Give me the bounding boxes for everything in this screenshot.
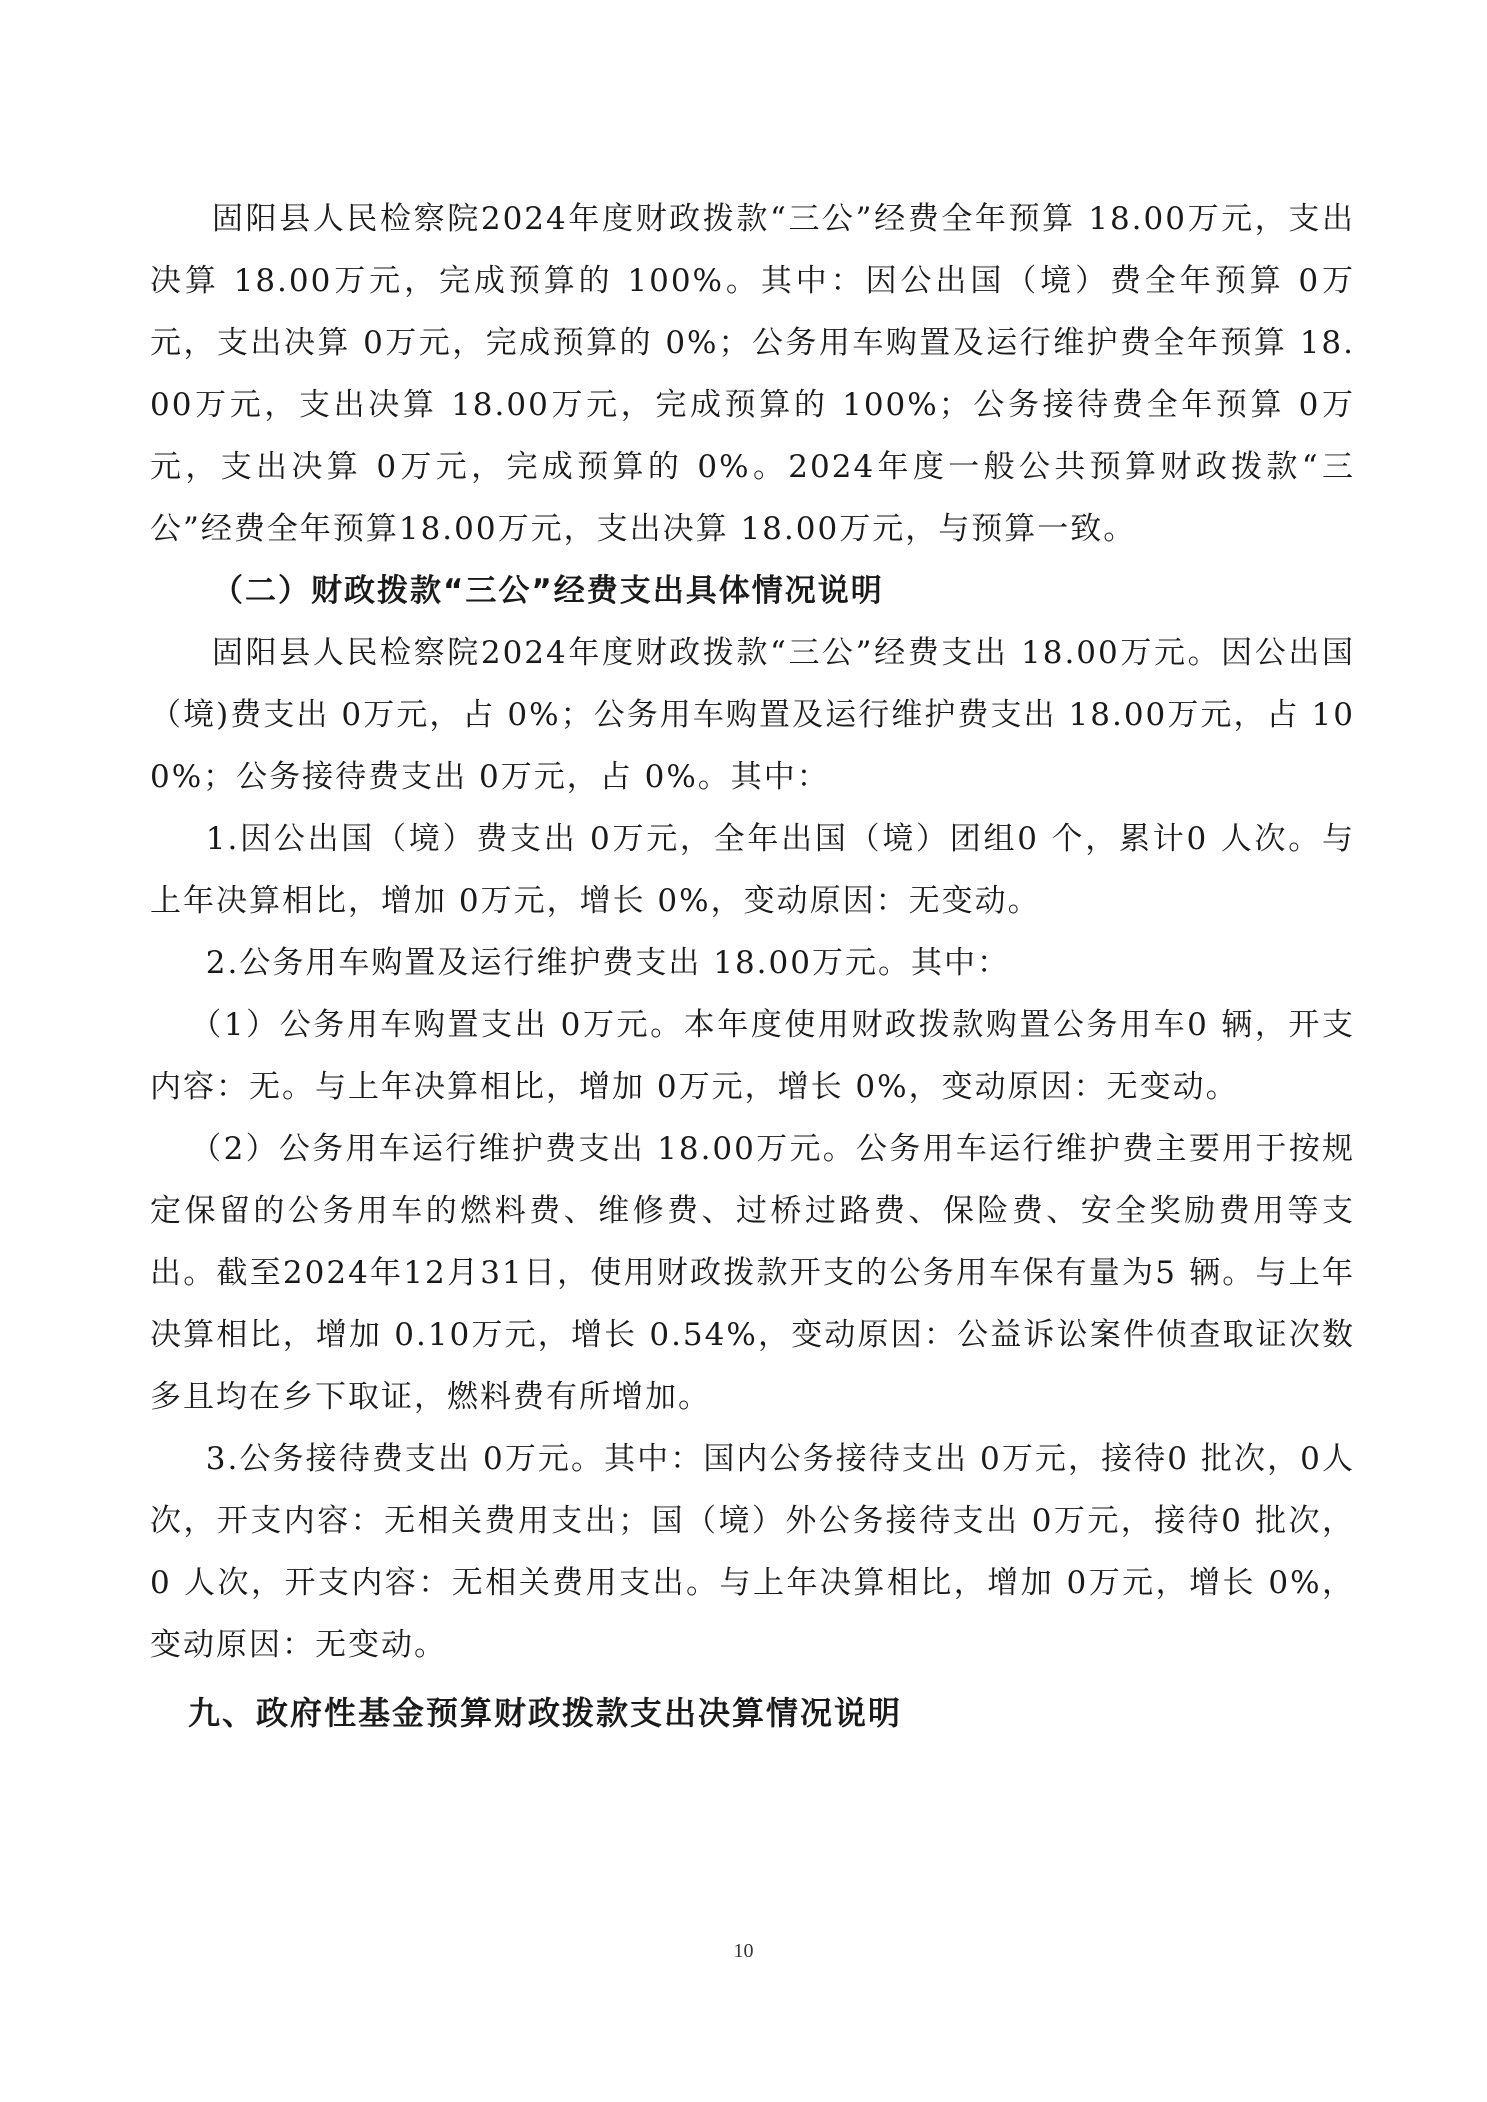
paragraph-overseas-travel: 1.因公出国（境）费支出 0万元，全年出国（境）团组0 个，累计0 人次。与上年决算相比，增加 0万元，增长 0%，变动原因：无变动。 xyxy=(150,821,1355,919)
section-heading-9: 九、政府性基金预算财政拨款支出决算情况说明 xyxy=(188,1694,903,1732)
paragraph-sangong-expenditure-overview: 固阳县人民检察院2024年度财政拨款“三公”经费支出 18.00万元。因公出国（境)费支出 0万元，占 0%；公务用车购置及运行维护费支出 18.00万元，占 100%；公务接待费支出 0万元，占 0%。其中： xyxy=(150,635,1355,795)
paragraph-vehicle-purchase: （1）公务用车购置支出 0万元。本年度使用财政拨款购置公务用车0 辆，开支内容：无。与上年决算相比，增加 0万元，增长 0%，变动原因：无变动。 xyxy=(150,1007,1355,1105)
paragraph-reception: 3.公务接待费支出 0万元。其中：国内公务接待支出 0万元，接待0 批次，0人次，开支内容：无相关费用支出；国（境）外公务接待支出 0万元，接待0 批次，0 人次，开支内容：无相关费用支出。与上年决算相比，增加 0万元，增长 0%，变动原因：无变动。 xyxy=(150,1441,1355,1663)
page-body xyxy=(150,188,1355,1746)
section-subheading-2: （二）财政拨款“三公”经费支出具体情况说明 xyxy=(212,573,884,609)
page-number: 10 xyxy=(733,1940,754,1962)
paragraph-sangong-budget-summary: 固阳县人民检察院2024年度财政拨款“三公”经费全年预算 18.00万元，支出决算 18.00万元，完成预算的 100%。其中：因公出国（境）费全年预算 0万元，支出决算 0万元，完成预算的 0%；公务用车购置及运行维护费全年预算 18.00万元，支出决算 18.00万元，完成预算的 100%；公务接待费全年预算 0万元，支出决算 0万元，完成预算的 0%。2024年度一般公共预算财政拨款“三公”经费全年预算18.00万元，支出决算 18.00万元，与预算一致。 xyxy=(150,201,1355,547)
paragraph-vehicle-total: 2.公务用车购置及运行维护费支出 18.00万元。其中： xyxy=(205,945,1010,981)
paragraph-vehicle-maintenance: （2）公务用车运行维护费支出 18.00万元。公务用车运行维护费主要用于按规定保留的公务用车的燃料费、维修费、过桥过路费、保险费、安全奖励费用等支出。截至2024年12月31日，使用财政拨款开支的公务用车保有量为5 辆。与上年决算相比，增加 0.10万元，增长 0.54%，变动原因：公益诉讼案件侦查取证次数多且均在乡下取证，燃料费有所增加。 xyxy=(150,1131,1355,1415)
